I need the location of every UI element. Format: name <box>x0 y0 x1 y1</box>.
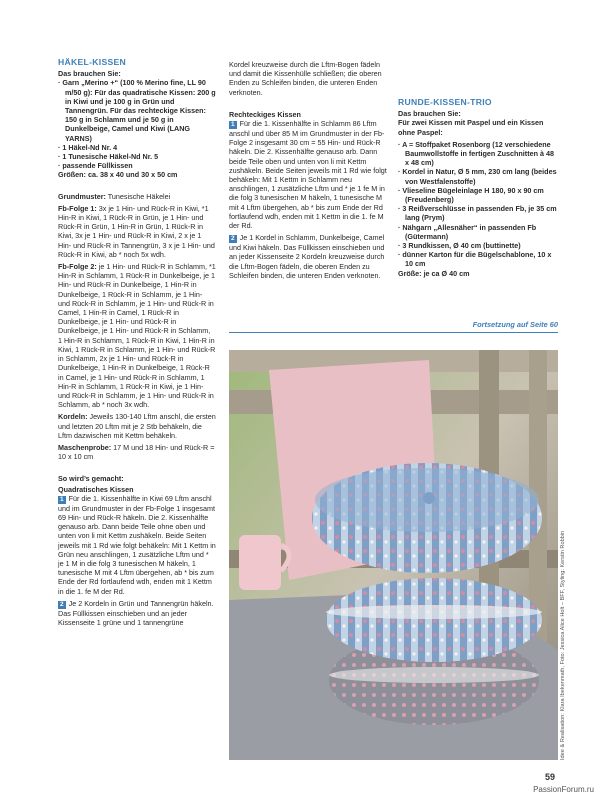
material-item: · 3 Reißverschlüsse in passenden Fb, je 35 cm lang (Prym) <box>398 204 557 223</box>
needs-heading: Das brauchen Sie: <box>398 109 461 119</box>
rect-step-2: 2 Je 1 Kordel in Schlamm, Dunkelbeige, Camel und Kiwi häkeln. Das Füllkissen einschieben und an jeder Kissenseite 2 Kordeln kreuzweise durch die Lftm-Bogen fädeln, die oberen Enden zu Schleifen binden, die unteren Enden verknoten. <box>229 233 385 280</box>
page-number: 59 <box>545 772 556 782</box>
material-item: · Vlieseline Bügeleinlage H 180, 90 x 90 cm (Freudenberg) <box>398 185 544 205</box>
column-middle <box>229 60 387 283</box>
quad-heading: Quadratisches Kissen <box>58 484 134 494</box>
howto-heading: So wird’s gemacht: <box>58 474 124 484</box>
material-item: · 1 Tunesische Häkel-Nd Nr. 5 <box>58 152 159 162</box>
material-item: · A = Stoffpaket Rosenborg (12 verschiedene Baumwollstoffe in fertigen Zuschnitten à 48 x 48 cm) <box>398 139 554 168</box>
fb-folge-1: Fb-Folge 1: 3x je 1 Hin- und Rück-R in Kiwi, *1 Hin-R in Kiwi, 1 Rück-R in Grün, je 1 Hin- und Rück-R in Grün, 1 Hin-R in Grün, 1 Rück-R in Kiwi, 3x je 1 Hin- und Rück-R in Kiwi, 2 x je 1 Hin- und Rück-R in Tannengrün, 3 x je 1 Hin- und Rück-R in Kiwi, ab * noch 5x wdh. <box>58 203 215 259</box>
material-item: · passende Füllkissen <box>58 161 133 171</box>
column-left <box>58 58 216 630</box>
rect-step-1: 1 Für die 1. Kissenhälfte in Schlamm 86 Lftm anschl und über 85 M im Grundmuster in der Fb-Folge 2 insgesamt 30 cm = 55 Hin- und Rück-R häkeln. Die 2. Kissenhälfte genauso arb. Dann beide Teile oben und unten von li mit Kettm zushäkeln. Beide Seiten jeweils mit 1 Rd wie folgt behäkeln: Mit 1 Kettm in Schlamm neu anschlingen, 1 zusätzliche Lftm und * je 1 fe M in die folg 3 tunesischen M häkeln, 1 tunesische M mit 4 Lftm übergehen, ab * bis zum Ende der Rd fortlaufend wdh, enden mit 1 Kettm in die 1. fe M der Rd. <box>229 119 387 231</box>
column-right <box>398 98 558 278</box>
intro-paragraph: Kordel kreuzweise durch die Lftm-Bogen fädeln und damit die Kissenhülle schließen; die oberen Enden zu Schleifen binden, die unteren Enden verknoten. <box>229 60 382 97</box>
size-line: Größen: ca. 38 x 40 und 30 x 50 cm <box>58 170 178 180</box>
material-item: · Garn „Merino +“ (100 % Merino fine, LL 90 m/50 g): Für das quadratische Kissen: 200 g in Kiwi und je 100 g in Grün und Tannengrün. Für das rechteckige Kissen: 150 g in Schlamm und je 50 g in Dunkelbeige, Camel und Kiwi (LANG YARNS) <box>58 78 216 143</box>
section-title-runde-kissen: RUNDE-KISSEN-TRIO <box>398 97 492 107</box>
cushion-photo <box>229 350 558 760</box>
section-title-haekel-kissen: HÄKEL-KISSEN <box>58 57 127 67</box>
material-item: · dünner Karton für die Bügelschablone, 10 x 10 cm <box>398 250 552 269</box>
needs-heading: Das brauchen Sie: <box>58 69 121 79</box>
quad-step-2: 2 Je 2 Kordeln in Grün und Tannengrün häkeln. Das Füllkissen einschieben und an jeder Kissenseite 1 grüne und 1 tannengrüne <box>58 598 214 627</box>
trio-intro: Für zwei Kissen mit Paspel und ein Kissen ohne Paspel: <box>398 118 544 137</box>
step-number-badge: 1 <box>60 495 64 503</box>
cushion-illustration <box>229 350 558 760</box>
quad-step-1: 1 Für die 1. Kissenhälfte in Kiwi 69 Lftm anschl und im Grundmuster in der Fb-Folge 1 insgesamt 69 Hin- und Rück-R häkeln. Die 2. Kissenhälfte genauso arb. Dann beide Teile ohne oben und unten von li mit Kettm zushäkeln. Beide Seiten jeweils mit 1 Rd wie folgt behäkeln: Mit 1 Kettm in Grün neu anschlingen, 1 zusätzliche Lftm und * je 1 M in die folg 3 tunesischen M häkeln, 1 tunesische M mit 4 Lftm übergehen, ab * bis zum Ende der Rd fortlaufend wdh, enden mit 1 Kettm in die 1. fe M der Rd. <box>58 493 216 596</box>
material-item: · Kordel in Natur, Ø 5 mm, 230 cm lang (beides von Westfalenstoffe) <box>398 167 557 186</box>
step-number-badge: 1 <box>231 121 235 129</box>
step-number-badge: 2 <box>60 600 64 608</box>
kordeln-line: Kordeln: Jeweils 130-140 Lftm anschl, die ersten und letzten 20 Lftm mit je 2 Stb behäkeln, die Lftm dazwischen mit Kettm behäkeln. <box>58 412 216 440</box>
size-line: Größe: je ca Ø 40 cm <box>398 268 470 278</box>
pattern-line: Grundmuster: Tunesische Häkelei <box>58 191 171 201</box>
rect-heading: Rechteckiges Kissen <box>229 109 301 119</box>
watermark: PassionForum.ru <box>533 785 594 794</box>
divider <box>229 332 558 333</box>
maschenprobe-line: Maschenprobe: 17 M und 18 Hin- und Rück-R = 10 x 10 cm <box>58 442 215 462</box>
continued-link[interactable]: Fortsetzung auf Seite 60 <box>472 320 558 329</box>
material-item: · 3 Rundkissen, Ø 40 cm (buttinette) <box>398 241 521 251</box>
material-item: · 1 Häkel-Nd Nr. 4 <box>58 142 118 152</box>
photo-credit: Idee & Realisation: Klara Ibekenmath, Foto: Jessica Alice Holt – BFF, Styling: Kerstin Robbin <box>560 530 566 760</box>
material-item: · Nähgarn „Allesnäher“ in passenden Fb (Gütermann) <box>398 222 537 241</box>
step-number-badge: 2 <box>231 235 235 243</box>
fb-folge-2: Fb-Folge 2: je 1 Hin- und Rück-R in Schlamm, *1 Hin-R in Schlamm, 1 Rück-R in Dunkelbeige, je 1 Hin- und Rück-R in Dunkelbeige, 1 Hin-R in Dunkelbeige, 1 Rück-R in Schlamm, je 1 Hin- und Rück-R in Schlamm, je 1 Hin- und Rück-R in Camel, 1 Hin-R in Camel, 1 Rück-R in Dunkelbeige, je 1 Hin- und Rück-R in Dunkelbeige, je 1 Hin- und Rück-R in Schlamm, 1 Hin-R in Schlamm, 1 Rück-R in Kiwi, 1 Hin-R in Kiwi, 1 Rück-R in Schlamm, je 1 Hin- und Rück-R in Schlamm, 2x je 1 Hin- und Rück-R in Dunkelbeige, 1 Hin-R in Dunkelbeige, 1 Rück-R in Camel, je 1 Hin- und Rück-R in Schlamm, 1 Hin-R in Schlamm, 1 Rück-R in Kiwi, je 1 Hin- und Rück-R in Schlamm, je 1 Hin- und Rück-R in Schlamm, ab * noch 3x wdh. <box>58 262 216 410</box>
